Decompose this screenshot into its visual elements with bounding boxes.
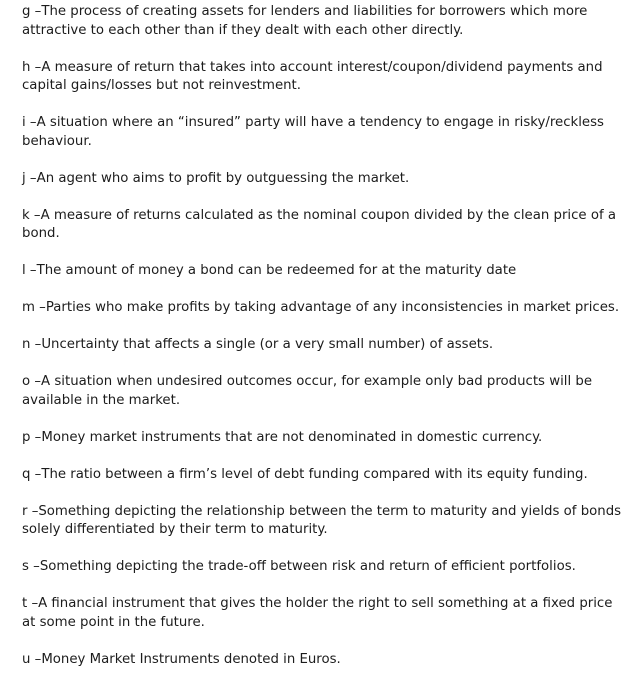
definition-item-o (22, 373, 626, 410)
definition-item-t (22, 595, 626, 632)
definition-item-h (22, 59, 626, 96)
item-text: Something depicting the relationship between the term to maturity and yields of bonds solely differentiated by their term to maturity. (22, 503, 622, 537)
item-text: Money market instruments that are not denominated in domestic currency. (41, 429, 543, 445)
item-letter: h – (22, 60, 41, 75)
item-letter: q – (22, 467, 41, 482)
definition-item-k (22, 207, 626, 244)
definition-item-m (22, 299, 626, 318)
definition-item-q (22, 466, 626, 485)
item-text: Money Market Instruments denoted in Euros. (41, 651, 341, 667)
item-text: An agent who aims to profit by outguessing the market. (36, 170, 410, 186)
item-letter: r – (22, 504, 38, 519)
item-letter: g – (22, 4, 41, 19)
item-letter: n – (22, 337, 41, 352)
definition-item-l (22, 262, 626, 281)
item-text: The amount of money a bond can be redeemed for at the maturity date (36, 263, 517, 278)
item-text: The ratio between a firm’s level of debt funding compared with its equity funding. (41, 466, 588, 482)
definition-item-g (22, 3, 626, 40)
item-text: A situation where an “insured” party will have a tendency to engage in risky/reckless behaviour. (22, 115, 604, 149)
definition-item-r (22, 503, 626, 540)
definition-item-i (22, 114, 626, 151)
item-text: Uncertainty that affects a single (or a very small number) of assets. (41, 337, 494, 352)
definitions-list (22, 3, 626, 669)
item-text: Parties who make profits by taking advantage of any inconsistencies in market prices. (45, 300, 620, 315)
definition-item-n (22, 336, 626, 355)
item-letter: o – (22, 374, 41, 389)
definition-item-s (22, 558, 626, 577)
item-letter: j – (22, 171, 37, 186)
item-letter: k – (22, 208, 41, 223)
item-text: Something depicting the trade-off between risk and return of efficient portfolios. (39, 559, 576, 574)
item-letter: i – (22, 115, 37, 130)
item-text: A measure of return that takes into account interest/coupon/dividend payments and capital gains/losses but not reinvestment. (22, 59, 603, 93)
item-text: A financial instrument that gives the holder the right to sell something at a fixed price at some point in the future. (22, 596, 613, 630)
item-letter: s – (22, 559, 40, 574)
item-letter: m – (22, 300, 46, 315)
definition-item-p (22, 429, 626, 448)
item-text: The process of creating assets for lenders and liabilities for borrowers which more attractive to each other than if they dealt with each other directly. (22, 4, 588, 38)
definition-item-u (22, 651, 626, 670)
item-text: A situation when undesired outcomes occur, for example only bad products will be available in the market. (22, 374, 593, 408)
item-text: A measure of returns calculated as the nominal coupon divided by the clean price of a bond. (22, 207, 617, 241)
item-letter: t – (22, 596, 38, 611)
item-letter: l – (22, 263, 37, 278)
item-letter: p – (22, 430, 41, 445)
definition-item-j (22, 170, 626, 189)
item-letter: u – (22, 652, 41, 667)
